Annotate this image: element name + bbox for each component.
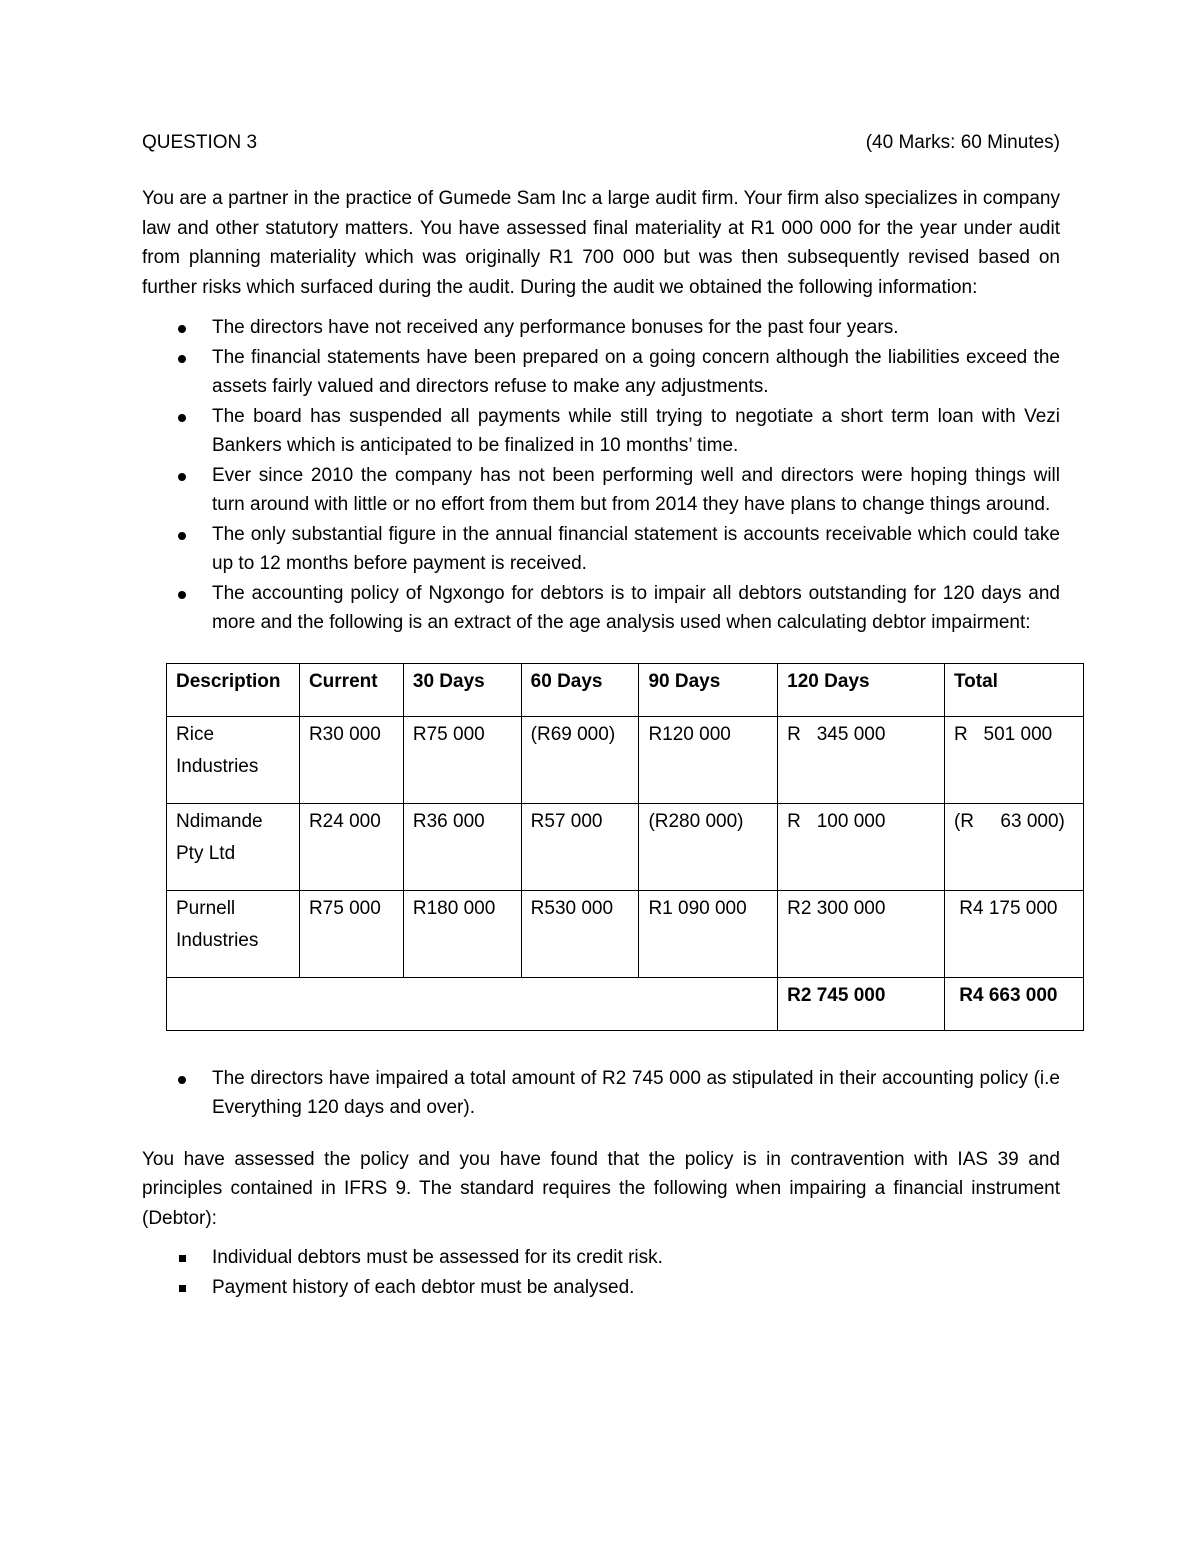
table-cell: R4 175 000 <box>944 890 1083 977</box>
header-current: Current <box>299 663 403 716</box>
document-page <box>142 128 1065 1302</box>
list-item: The only substantial figure in the annual financial statement is accounts receivable which could take up to 12 months before payment is received. <box>142 520 1060 579</box>
table-header-row <box>167 663 1084 716</box>
question-title: QUESTION 3 <box>142 132 258 153</box>
total-grand: R4 663 000 <box>944 977 1083 1030</box>
header-total: Total <box>944 663 1083 716</box>
table-cell: R75 000 <box>299 890 403 977</box>
list-item: Individual debtors must be assessed for its credit risk. <box>142 1243 1060 1273</box>
table-cell: R1 090 000 <box>639 890 778 977</box>
list-item: The board has suspended all payments while still trying to negotiate a short term loan with Vezi Bankers which is anticipated to be finalized in 10 months’ time. <box>142 402 1060 461</box>
policy-paragraph: You have assessed the policy and you have found that the policy is in contravention with IAS 39 and principles contained in IFRS 9. The standard requires the following when impairing a financial instrument (Debtor): <box>142 1148 1060 1229</box>
total-120-days: R2 745 000 <box>778 977 945 1030</box>
list-item: The directors have impaired a total amount of R2 745 000 as stipulated in their accounting policy (i.e Everything 120 days and over). <box>142 1064 1060 1123</box>
intro-paragraph: You are a partner in the practice of Gumede Sam Inc a large audit firm. Your firm also specializes in company law and other statutory matters. You have assessed final materiality at R1 000 000 for the year under audit from planning materiality which was originally R1 700 000 but was then subsequently revised based on further risks which surfaced during the audit. During the audit we obtained the following information: <box>142 188 1060 298</box>
header-description: Description <box>167 663 300 716</box>
table-cell: R2 300 000 <box>778 890 945 977</box>
impairment-list <box>142 1064 1060 1123</box>
table-cell: Purnell Industries <box>167 890 300 977</box>
table-cell: R 100 000 <box>778 803 945 890</box>
table-total-row <box>167 977 1084 1030</box>
header-90-days: 90 Days <box>639 663 778 716</box>
table-cell: R36 000 <box>403 803 521 890</box>
age-analysis-table <box>166 663 1084 1031</box>
table-cell: R 345 000 <box>778 716 945 803</box>
table-row <box>167 890 1084 977</box>
table-cell: R530 000 <box>521 890 639 977</box>
table-cell: R24 000 <box>299 803 403 890</box>
table-row <box>167 716 1084 803</box>
marks-label: (40 Marks: 60 Minutes) <box>865 132 1060 153</box>
list-item: The directors have not received any performance bonuses for the past four years. <box>142 313 1060 343</box>
list-item: The financial statements have been prepared on a going concern although the liabilities exceed the assets fairly valued and directors refuse to make any adjustments. <box>142 343 1060 402</box>
list-item: Payment history of each debtor must be analysed. <box>142 1273 1060 1303</box>
table-cell: Ndimande Pty Ltd <box>167 803 300 890</box>
list-item: Ever since 2010 the company has not been performing well and directors were hoping things will turn around with little or no effort from them but from 2014 they have plans to change things around. <box>142 461 1060 520</box>
header-60-days: 60 Days <box>521 663 639 716</box>
requirements-list <box>142 1243 1060 1302</box>
table-cell: (R280 000) <box>639 803 778 890</box>
list-item: The accounting policy of Ngxongo for debtors is to impair all debtors outstanding for 120 days and more and the following is an extract of the age analysis used when calculating debtor impairment: <box>142 579 1060 638</box>
table-cell: R57 000 <box>521 803 639 890</box>
table-cell: R 501 000 <box>944 716 1083 803</box>
table-cell: R120 000 <box>639 716 778 803</box>
table-cell: R180 000 <box>403 890 521 977</box>
table-cell: (R 63 000) <box>944 803 1083 890</box>
question-header <box>142 128 1060 162</box>
table-cell: Rice Industries <box>167 716 300 803</box>
table-row <box>167 803 1084 890</box>
header-120-days: 120 Days <box>778 663 945 716</box>
table-cell: R75 000 <box>403 716 521 803</box>
header-30-days: 30 Days <box>403 663 521 716</box>
table-cell: R30 000 <box>299 716 403 803</box>
total-row-blank <box>167 977 778 1030</box>
information-list <box>142 313 1060 638</box>
table-cell: (R69 000) <box>521 716 639 803</box>
